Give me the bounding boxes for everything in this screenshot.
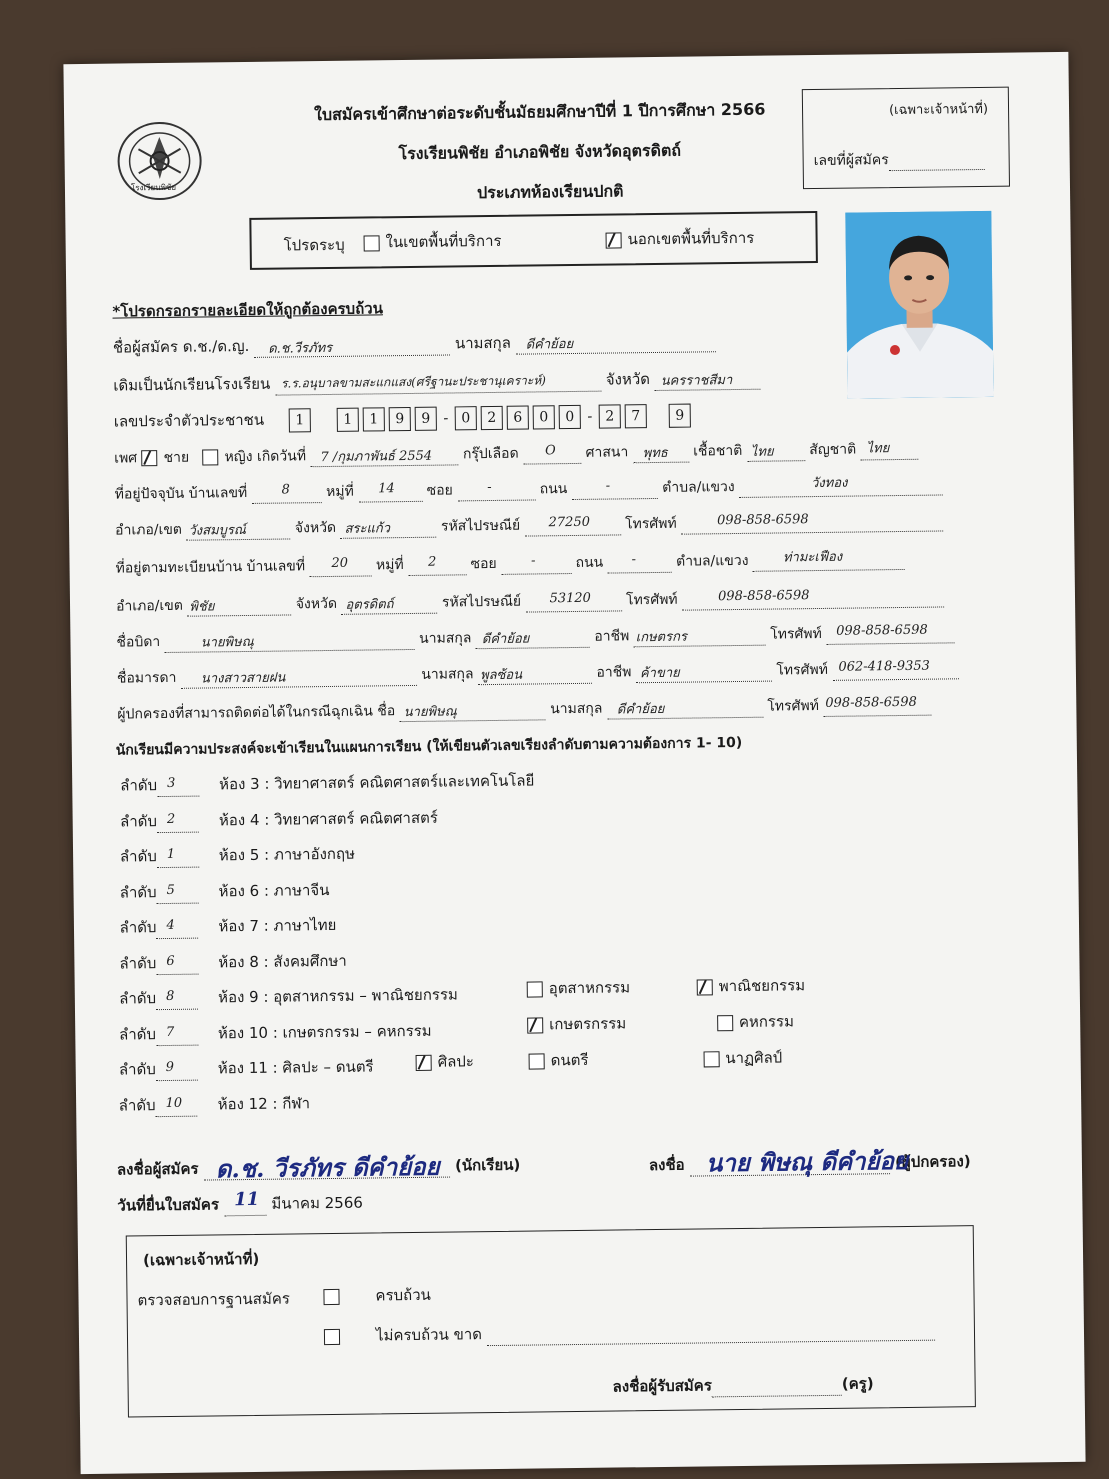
plan-row [119,1054,374,1081]
father-job[interactable]: เกษตรกร [635,629,688,646]
guardian-surname[interactable]: ดีคำย้อย [616,701,665,718]
id-digit-box[interactable]: 0 [455,406,477,430]
art-checkbox[interactable] [416,1054,432,1070]
blood-group[interactable]: O [544,443,556,459]
current-tambon[interactable]: วังทอง [810,475,848,492]
mother-phone[interactable]: 062-418-9353 [838,658,930,675]
officer-box [802,87,1010,190]
plan-row [119,1018,432,1046]
rank-label: ลำดับ [118,1095,156,1115]
plan-row [119,948,347,975]
commerce-checkbox[interactable] [697,979,713,995]
applicant-surname[interactable]: ดีคำย้อย [525,336,574,353]
area-label: โปรดระบุ [283,235,345,255]
student-portrait-icon [845,211,993,399]
mother-name[interactable]: นางสาวสายฝน [200,670,286,687]
citizen-id-row: เลขประจำตัวประชาชน 1 1 1 9 9 - 0 2 6 0 0 - 2 7 9 [114,403,695,435]
id-separator: - [443,410,449,427]
rank-label: ลำดับ [118,1060,156,1079]
registered-amphoe[interactable]: พิชัย [189,599,215,615]
registered-address-row1: ที่อยู่ตามทะเบียนบ้าน บ้านเลขที่ 20 หมู่ที่ 2 ซอย - ถนน - ตำบล/แขวง ท่ามะเฟือง [115,548,905,580]
plan-room: ห้อง 4 : วิทยาศาสตร์ คณิตศาสตร์ [218,808,438,829]
plan-room: ห้อง 5 : ภาษาอังกฤษ [218,844,356,865]
plan-row [120,842,355,869]
registered-moo[interactable]: 2 [427,554,437,570]
applicant-photo [845,211,993,399]
home-economics-checkbox[interactable] [717,1015,733,1031]
document-check-label: ตรวจสอบการฐานสมัคร [137,1289,290,1310]
area-box [249,211,818,270]
plan-rank[interactable]: 8 [166,988,175,1005]
plan-rank[interactable]: 6 [166,953,175,969]
submission-date-row: วันที่ยื่นใบสมัคร 11 มีนาคม 2566 [117,1188,363,1215]
previous-school[interactable]: ร.ร.อนุบาลขามสะแกแสง(ศรีฐานะประชานุเคราะห์) [280,373,546,391]
complete-option[interactable]: ครบถ้วน [323,1283,431,1308]
registered-road[interactable]: - [631,552,637,568]
plan-room: ห้อง 9 : อุตสาหกรรม – พาณิชยกรรม [218,985,458,1007]
plan-rank[interactable]: 1 [166,846,176,862]
rank-label: ลำดับ [118,1024,157,1044]
current-phone[interactable]: 098-858-6598 [717,512,809,529]
applicant-name[interactable]: ด.ช.วีรภัทร [268,340,333,357]
religion[interactable]: พุทธ [642,445,668,462]
plan-room: ห้อง 3 : วิทยาศาสตร์ คณิตศาสตร์และเทคโนโลยี [219,771,535,794]
officer-section [126,1225,976,1417]
guardian-phone[interactable]: 098-858-6598 [825,694,917,711]
plan-heading: นักเรียนมีความประสงค์จะเข้าเรียนในแผนการเรียน (ให้เขียนตัวเลขเรียงลำดับตามความต้องการ 1- 10) [115,734,743,759]
out-area-checkbox[interactable] [606,232,622,248]
nationality[interactable]: ไทย [866,441,890,457]
current-address-row2: อำเภอ/เขต วังสมบูรณ์ จังหวัด สระแก้ว รหัสไปรษณีย์ 27250 โทรศัพท์ 098-858-6598 [115,509,943,541]
plan-row [120,768,534,797]
current-house-no[interactable]: 8 [281,482,291,498]
mother-job[interactable]: ค้าขาย [639,665,680,682]
officer-box-title: (เฉพาะเจ้าหน้าที่) [888,101,989,119]
rank-label: ลำดับ [119,811,158,831]
female-checkbox[interactable] [202,449,218,465]
in-area-option[interactable]: ในเขตพื้นที่บริการ [363,229,501,255]
current-amphoe[interactable]: วังสมบูรณ์ [188,522,246,539]
id-digit-box[interactable]: 9 [389,407,411,431]
birth-date[interactable]: 7 /กุมภาพันธ์ 2554 [320,448,433,466]
receiver-signature-row: ลงชื่อผู้รับสมัคร (ครู) [612,1374,874,1396]
male-checkbox[interactable] [142,450,158,466]
guardian-signature-row: ลงชื่อ นาย พิษณุ ดีคำย้อย (ผู้ปกครอง) [649,1149,971,1177]
classroom-type: ประเภทห้องเรียนปกติ [476,181,624,203]
current-province[interactable]: สระแก้ว [344,521,391,537]
application-form [63,52,1085,1474]
music-checkbox[interactable] [529,1053,545,1069]
registered-zip[interactable]: 53120 [549,590,591,607]
applicant-signature[interactable]: ด.ช. วีรภัทร ดีคำย้อย [215,1151,440,1184]
plan-row [120,805,438,833]
id-digit-box[interactable]: 1 [289,408,311,432]
previous-school-row: เดิมเป็นนักเรียนโรงเรียน ร.ร.อนุบาลขามสะแกแสง(ศรีฐานะประชานุเคราะห์) จังหวัด นครราชสีมา [113,366,761,398]
guardian-signature[interactable]: นาย พิษณุ ดีคำย้อย [705,1145,909,1178]
guardian-name[interactable]: นายพิษณุ [403,704,457,721]
plan-rank[interactable]: 4 [166,917,175,933]
mother-surname[interactable]: พูลซ้อน [479,667,523,684]
id-digit-box[interactable]: 0 [559,405,581,429]
name-row: ชื่อผู้สมัคร ด.ช./ด.ญ. ด.ช.วีรภัทร นามสกุล ดีคำย้อย [113,328,716,359]
id-digit-box[interactable]: 1 [337,408,359,432]
plan-row [119,913,336,940]
registered-house-no[interactable]: 20 [331,555,349,571]
registered-address-row2: อำเภอ/เขต พิชัย จังหวัด อุตรดิตถ์ รหัสไปรษณีย์ 53120 โทรศัพท์ 098-858-6598 [116,585,944,617]
out-area-option[interactable]: นอกเขตพื้นที่บริการ [605,226,754,252]
race[interactable]: ไทย [750,444,774,460]
applicant-signature-row: ลงชื่อผู้สมัคร ด.ช. วีรภัทร ดีคำย้อย (นักเรียน) [117,1153,521,1182]
plan-row [119,982,458,1010]
form-title: ใบสมัครเข้าศึกษาต่อระดับชั้นมัธยมศึกษาปีที่ 1 ปีการศึกษา 2566 [313,99,766,125]
plan-rank[interactable]: 2 [166,811,176,827]
current-soi[interactable]: - [487,479,492,496]
plan-rank[interactable]: 7 [165,1024,175,1040]
registered-tambon[interactable]: ท่ามะเฟือง [782,549,843,566]
father-surname[interactable]: ดีคำย้อย [481,631,530,648]
thai-dance-checkbox[interactable] [703,1051,719,1067]
current-road[interactable]: - [605,478,611,494]
rank-label: ลำดับ [119,918,157,937]
plan-rank[interactable]: 9 [165,1059,175,1076]
father-name[interactable]: นายพิษณุ [200,634,254,651]
id-digit-box[interactable]: 2 [481,406,503,430]
current-address-row1: ที่อยู่ปัจจุบัน บ้านเลขที่ 8 หมู่ที่ 14 ซอย - ถนน - ตำบล/แขวง วังทอง [115,473,944,505]
personal-info-row: เพศ ชาย หญิง เกิดวันที่ 7 /กุมภาพันธ์ 2554 กรุ๊ปเลือด O ศาสนา พุทธ เชื้อชาติ ไทย สัญชาติ ไทย [114,438,919,470]
submission-day[interactable]: 11 [234,1188,260,1211]
previous-school-province[interactable]: นครราชสีมา [660,373,733,389]
instruction-text: *โปรดกรอกรายละเอียดให้ถูกต้องครบถ้วน [112,299,384,321]
plan-room: ห้อง 7 : ภาษาไทย [218,915,337,936]
plan-room: ห้อง 11 : ศิลปะ – ดนตรี [217,1057,374,1078]
room9-options: อุตสาหกรรม พาณิชยกรรม [527,973,806,1000]
plan-row [120,878,330,905]
current-zip[interactable]: 27250 [548,514,591,531]
id-digit-box[interactable]: 2 [599,404,621,428]
id-digit-box[interactable]: 9 [669,404,691,428]
id-digit-box[interactable]: 6 [507,406,529,430]
room11-options: ศิลปะ ดนตรี นาฏศิลป์ [415,1045,782,1073]
id-digit-box[interactable]: 1 [363,407,385,431]
rank-label: ลำดับ [119,989,157,1008]
application-number-label: เลขที่ผู้สมัคร [814,148,985,172]
father-row: ชื่อบิดา นายพิษณุ นามสกุล ดีคำย้อย อาชีพ เกษตรกร โทรศัพท์ 098-858-6598 [116,621,954,653]
rank-label: ลำดับ [119,847,157,866]
guardian-row: ผู้ปกครองที่สามารถติดต่อได้ในกรณีฉุกเฉิน ชื่อ นายพิษณุ นามสกุล ดีคำย้อย โทรศัพท์ 098-858-6598 [117,694,931,726]
id-digit-box[interactable]: 0 [533,405,555,429]
id-digit-box[interactable]: 9 [415,407,437,431]
id-digit-box[interactable]: 7 [625,404,647,428]
registered-soi[interactable]: - [530,553,536,569]
incomplete-option[interactable]: ไม่ครบถ้วน ขาด [324,1317,935,1348]
father-phone[interactable]: 098-858-6598 [836,622,928,639]
citizen-id-boxes[interactable] [289,406,695,429]
current-moo[interactable]: 14 [378,481,395,497]
room10-options: เกษตรกรรม คหกรรม [527,1009,794,1036]
agriculture-checkbox[interactable] [527,1017,543,1033]
plan-rank[interactable]: 10 [165,1095,183,1111]
rank-label: ลำดับ [119,953,157,973]
logo-text: โรงเรียนพิชัย [130,182,177,193]
plan-room: ห้อง 6 : ภาษาจีน [218,880,330,900]
registered-phone[interactable]: 098-858-6598 [717,588,810,605]
plan-room: ห้อง 8 : สังคมศึกษา [218,951,347,971]
industry-checkbox[interactable] [527,981,543,997]
id-separator: - [587,408,593,425]
plan-rank[interactable]: 3 [167,775,176,791]
registered-province[interactable]: อุตรดิตถ์ [345,597,394,613]
school-name: โรงเรียนพิชัย อำเภอพิชัย จังหวัดอุตรดิตถ์ [398,140,682,164]
rank-label: ลำดับ [119,882,157,902]
plan-room: ห้อง 10 : เกษตรกรรม – คหกรรม [217,1021,432,1042]
officer-section-title: (เฉพาะเจ้าหน้าที่) [142,1249,260,1270]
in-area-checkbox[interactable] [364,235,380,251]
plan-rank[interactable]: 5 [166,882,175,898]
incomplete-checkbox[interactable] [324,1328,340,1344]
mother-row: ชื่อมารดา นางสาวสายฝน นามสกุล พูลซ้อน อาชีพ ค้าขาย โทรศัพท์ 062-418-9353 [117,657,959,689]
rank-label: ลำดับ [120,776,158,795]
plan-room: ห้อง 12 : กีฬา [217,1093,311,1113]
complete-checkbox[interactable] [323,1288,339,1304]
plan-row [119,1091,311,1117]
